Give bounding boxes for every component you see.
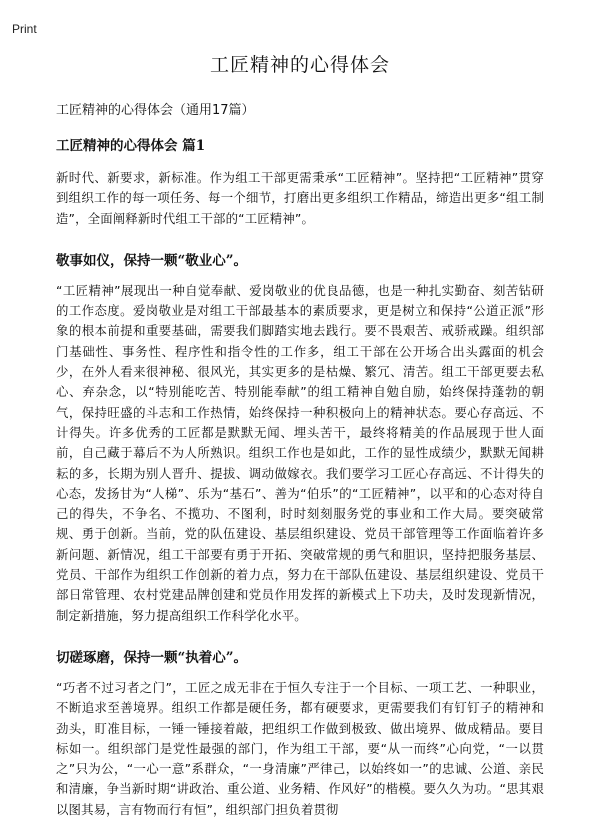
document-subtitle: 工匠精神的心得体会（通用17篇）: [56, 103, 255, 118]
document: [56, 50, 544, 840]
print-link[interactable]: Print: [12, 22, 37, 36]
section-paragraph-1: “工匠精神”展现出一种自觉奉献、爱岗敬业的优良品德，也是一种扎实勤奋、刻苦钻研的工作态度。爱岗敬业是对组工干部最基本的素质要求，更是树立和保持“公道正派”形象的根本前提和重要基础，需要我们脚踏实地去践行。要不畏艰苦、戒骄戒躁。组织部门基础性、事务性、程序性和指令性的工作多，组工干部在公开场合出头露面的机会少，在外人看来很神秘、很风光，其实更多的是枯燥、繁冗、清苦。组工干部更要去私心、弃杂念，以“特别能吃苦、特别能奉献”的组工精神自勉自励，始终保持蓬勃的朝气，保持旺盛的斗志和工作热情，始终保持一种积极向上的精神状态。要心存高远、不计得失。许多优秀的工匠都是默默无闻、埋头苦干，最终将精美的作品展现于世人面前，自己藏于幕后不为人所熟识。组织工作也是如此，工作的显性成绩少，默默无闻耕耘的多，长期为别人晋升、提拔、调动做嫁衣。我们要学习工匠心存高远、不计得失的心态，发扬甘为“人梯”、乐为“基石”、善为“伯乐”的“工匠精神”，以平和的心态对待自己的得失，不争名、不揽功、不图利，时时刻刻服务党的事业和工作大局。要突破常规、勇于创新。当前，党的队伍建设、基层组织建设、党员干部管理等工作面临着许多新问题、新情况，组工干部要有勇于开拓、突破常规的勇气和胆识，坚持把服务基层、党员、干部作为组织工作创新的着力点，努力在干部队伍建设、基层组织建设、党员干部日常管理、农村党建品牌创建和党员作用发挥的新模式上下功夫，及时发现新情况，制定新措施，努力提高组织工作科学化水平。: [56, 282, 544, 623]
section-heading-1: 敬事如仪，保持一颗“敬业心”。: [56, 252, 248, 269]
intro-paragraph: 新时代、新要求，新标准。作为组工干部更需秉承“工匠精神”。坚持把“工匠精神”贯穿到组织工作的每一项任务、每一个细节，打磨出更多组织工作精品，缔造出更多“组工制造”，全面阐释新时代组工干部的“工匠精神”。: [56, 170, 544, 226]
section-paragraph-2: “巧者不过习者之门”，工匠之成无非在于恒久专注于一个目标、一项工艺、一种职业，不断追求至善境界。组织工作都是硬任务，都有硬要求，更需要我们有钉钉子的精神和劲头，盯准目标，一锤一锤接着敲，把组织工作做到极致、做出境界、做成精品。要目标如一。组织部门是党性最强的部门，作为组工干部，要“从一而终”心向党，“一以贯之”只为公，“一心一意”系群众，“一身清廉”严律己，以始终如一”的忠诚、公道、亲民和清廉，争当新时期“讲政治、重公道、业务精、作风好”的楷模。要久久为功。“思其艰以图其易，言有物而行有恒”，组织部门担负着贯彻: [56, 679, 544, 817]
section-heading-2: 切磋琢磨，保持一颗“执着心”。: [56, 649, 248, 666]
article-title: 工匠精神的心得体会 篇1: [56, 138, 206, 154]
page-title: 工匠精神的心得体会: [209, 54, 390, 76]
